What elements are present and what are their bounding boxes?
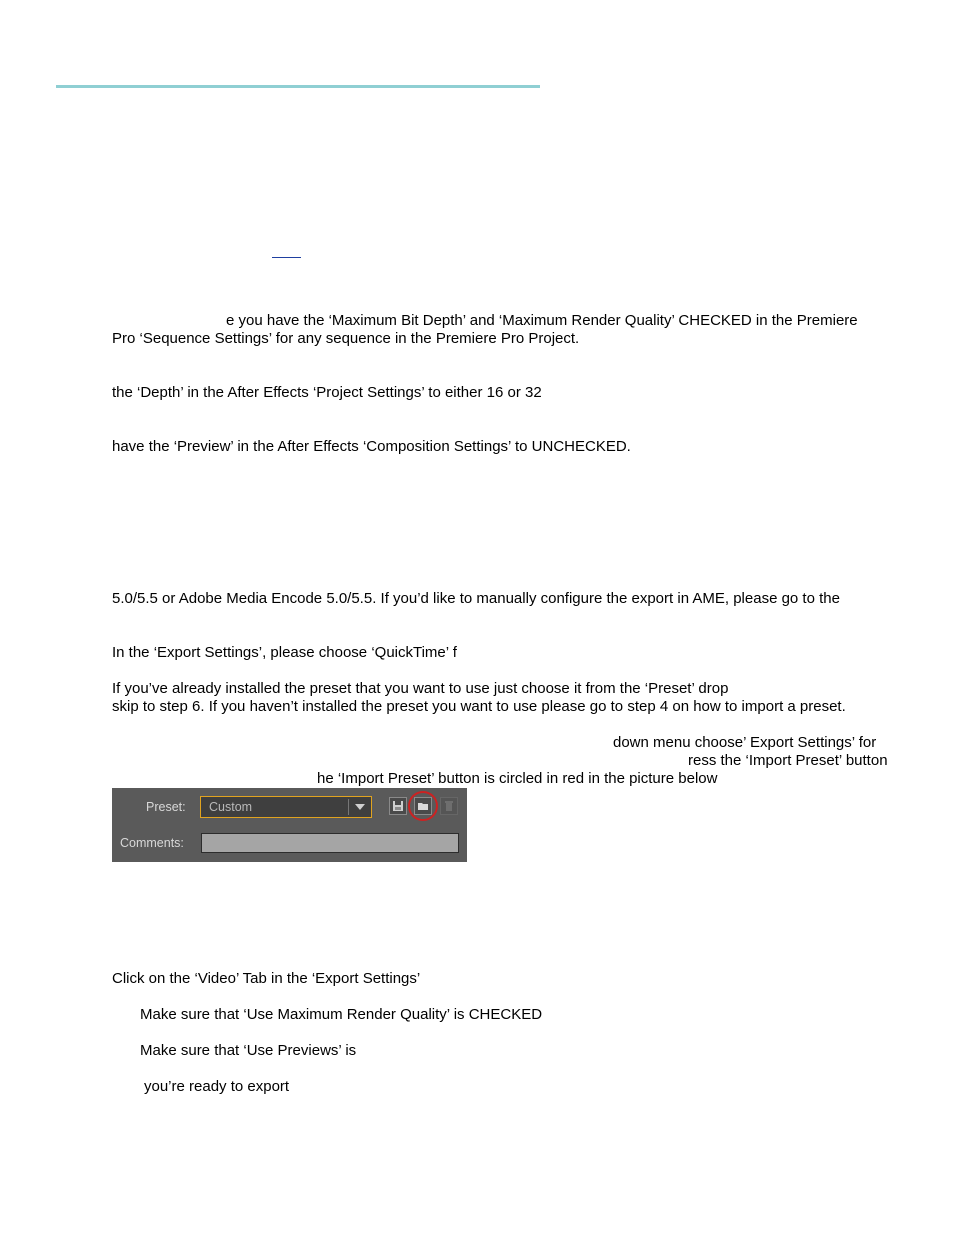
step-line-13: Make sure that ‘Use Maximum Render Quality’ is CHECKED — [140, 1006, 543, 1023]
save-preset-icon — [392, 800, 404, 812]
hyperlink-underline[interactable] — [272, 257, 301, 258]
step-line-6: In the ‘Export Settings’, please choose ‘QuickTime’ f — [112, 644, 457, 661]
comments-input[interactable] — [201, 833, 459, 853]
highlight-circle — [408, 791, 438, 821]
chevron-down-icon — [355, 804, 365, 810]
step-line-9: down menu choose’ Export Settings’ for — [613, 734, 877, 751]
step-line-12: Click on the ‘Video’ Tab in the ‘Export Settings’ — [112, 970, 421, 987]
header-rule — [56, 85, 540, 88]
para-line-2: Pro ‘Sequence Settings’ for any sequence in the Premiere Pro Project. — [112, 330, 580, 347]
preset-label: Preset: — [146, 800, 186, 814]
step-line-14: Make sure that ‘Use Previews’ is — [140, 1042, 357, 1059]
step-line-10: ress the ‘Import Preset’ button — [688, 752, 888, 769]
dropdown-separator — [348, 799, 349, 815]
para-line-1: e you have the ‘Maximum Bit Depth’ and ‘Maximum Render Quality’ CHECKED in the Premiere — [226, 312, 858, 329]
save-preset-button[interactable] — [389, 797, 407, 815]
comments-label: Comments: — [120, 836, 184, 850]
step-line-15: you’re ready to export — [144, 1078, 290, 1095]
para-line-3: the ‘Depth’ in the After Effects ‘Project Settings’ to either 16 or 32 — [112, 384, 542, 401]
step-line-11: he ‘Import Preset’ button is circled in red in the picture below — [317, 770, 718, 787]
delete-preset-button[interactable] — [440, 797, 458, 815]
preset-dropdown[interactable] — [200, 796, 372, 818]
para-line-5: 5.0/5.5 or Adobe Media Encode 5.0/5.5. If you’d like to manually configure the export in AME, please go to the — [112, 590, 840, 607]
delete-preset-icon — [443, 800, 455, 812]
export-preset-screenshot — [112, 788, 467, 862]
step-line-8: skip to step 6. If you haven’t installed the preset you want to use please go to step 4 on how to import a preset. — [112, 698, 846, 715]
preset-dropdown-value: Custom — [209, 800, 253, 814]
step-line-7: If you’ve already installed the preset that you want to use just choose it from the ‘Preset’ drop — [112, 680, 729, 697]
para-line-4: have the ‘Preview’ in the After Effects ‘Composition Settings’ to UNCHECKED. — [112, 438, 631, 455]
